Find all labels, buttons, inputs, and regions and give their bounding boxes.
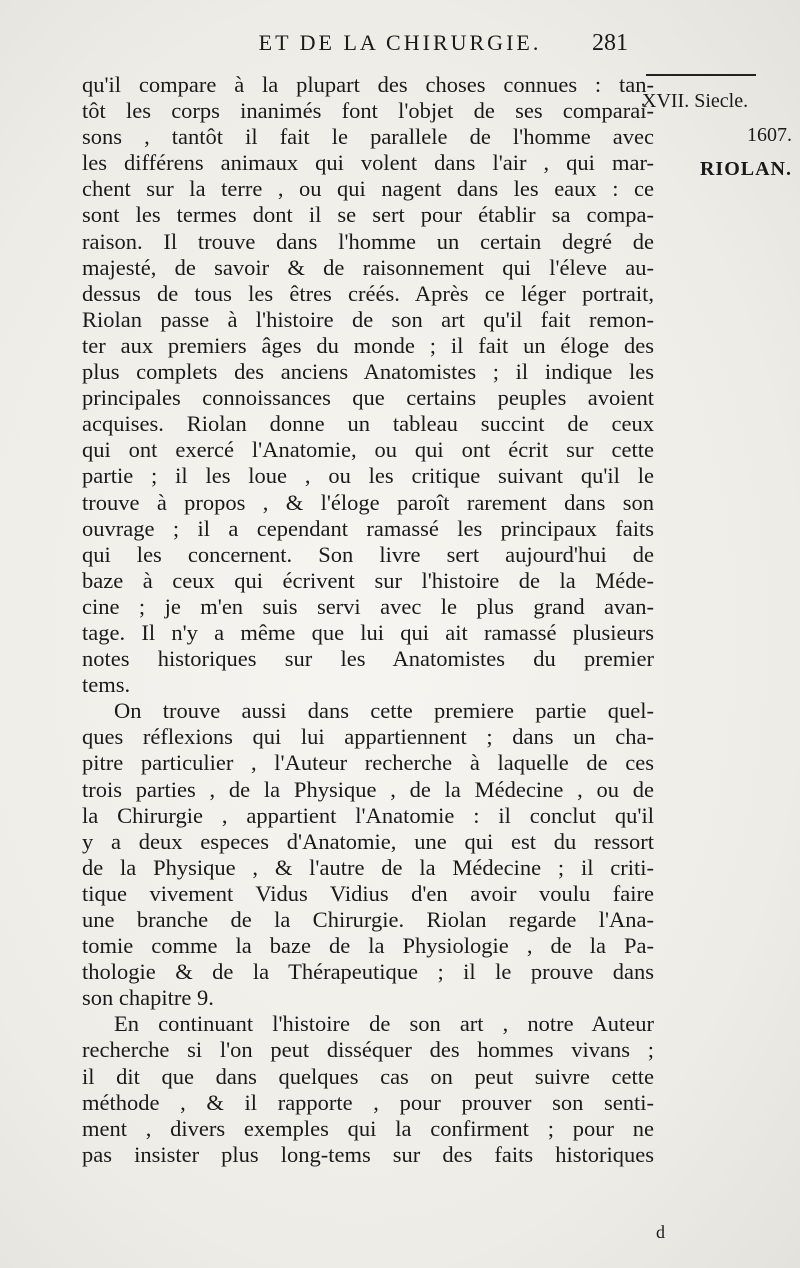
running-head: ET DE LA CHIRURGIE. bbox=[258, 30, 542, 55]
paragraph-1 bbox=[82, 72, 654, 698]
paragraph-2 bbox=[82, 698, 654, 1011]
page-number: 281 bbox=[592, 30, 628, 56]
text-line: y a deux especes d'Anatomie, une qui est du ressort bbox=[82, 828, 654, 854]
text-line: qu'il compare à la plupart des choses connues : tan- bbox=[82, 72, 654, 97]
text-line: trois parties , de la Physique , de la Médecine , ou de bbox=[82, 776, 654, 802]
text-line: sons , tantôt il fait le parallele de l'homme avec bbox=[82, 124, 654, 150]
text-line: thologie & de la Thérapeutique ; il le prouve dans bbox=[82, 959, 654, 985]
text-line: recherche si l'on peut disséquer des hommes vivans ; bbox=[82, 1037, 654, 1063]
text-line: tôt les corps inanimés font l'objet de ses comparai- bbox=[82, 98, 654, 124]
text-line: ouvrage ; il a cependant ramassé les principaux faits bbox=[82, 515, 654, 541]
text-line: tique vivement Vidus Vidius d'en avoir voulu faire bbox=[82, 880, 654, 906]
text-line: partie ; il les loue , ou les critique suivant qu'il le bbox=[82, 463, 654, 489]
text-line: raison. Il trouve dans l'homme un certain degré de bbox=[82, 228, 654, 254]
text-line: tage. Il n'y a même que lui qui ait ramassé plusieurs bbox=[82, 619, 654, 645]
text-line: plus complets des anciens Anatomistes ; il indique les bbox=[82, 359, 654, 385]
text-line: son chapitre 9. bbox=[82, 985, 214, 1011]
text-line: les différens animaux qui volent dans l'air , qui mar- bbox=[82, 150, 654, 176]
text-line: ques réflexions qui lui appartiennent ; dans un cha- bbox=[82, 724, 654, 750]
text-line: qui les concernent. Son livre sert aujourd'hui de bbox=[82, 541, 654, 567]
text-line: tomie comme la baze de la Physiologie , de la Pa- bbox=[82, 933, 654, 959]
text-line: En continuant l'histoire de son art , notre Auteur bbox=[114, 1011, 654, 1037]
signature-mark: d bbox=[656, 1222, 665, 1242]
text-line: trouve à propos , & l'éloge paroît rarement dans son bbox=[82, 489, 654, 515]
text-line: principales connoissances que certains peuples avoient bbox=[82, 385, 654, 411]
text-line: baze à ceux qui écrivent sur l'histoire de la Méde- bbox=[82, 567, 654, 593]
text-line: il dit que dans quelques cas on peut suivre cette bbox=[82, 1063, 654, 1089]
text-line: une branche de la Chirurgie. Riolan regarde l'Ana- bbox=[82, 907, 654, 932]
margin-century: XVII. Siecle. bbox=[642, 90, 749, 112]
text-line: majesté, de savoir & de raisonnement qui l'éleve au- bbox=[82, 254, 654, 280]
text-line: ter aux premiers âges du monde ; il fait un éloge des bbox=[82, 332, 654, 358]
text-line: ment , divers exemples qui la confirment ; pour ne bbox=[82, 1115, 654, 1141]
margin-name: RIOLAN. bbox=[699, 158, 792, 180]
text-line: pas insister plus long-tems sur des faits historiques bbox=[82, 1141, 654, 1167]
text-line: tems. bbox=[82, 672, 131, 698]
body-text bbox=[82, 72, 654, 1168]
text-line: Riolan passe à l'histoire de son art qu'il fait remon- bbox=[82, 306, 654, 332]
text-line: méthode , & il rapporte , pour prouver son senti- bbox=[82, 1089, 654, 1115]
text-line: notes historiques sur les Anatomistes du premier bbox=[82, 646, 654, 672]
text-line: de la Physique , & l'autre de la Médecine ; il criti- bbox=[82, 854, 654, 880]
margin-notes bbox=[640, 84, 800, 186]
paragraph-3 bbox=[82, 1011, 654, 1168]
text-line: sont les termes dont il se sert pour établir sa compa- bbox=[82, 202, 654, 228]
text-line: la Chirurgie , appartient l'Anatomie : il conclut qu'il bbox=[82, 802, 654, 828]
text-line: pitre particulier , l'Auteur recherche à laquelle de ces bbox=[82, 750, 654, 776]
text-line: On trouve aussi dans cette premiere partie quel- bbox=[114, 698, 654, 724]
text-line: chent sur la terre , ou qui nagent dans les eaux : ce bbox=[82, 176, 654, 202]
text-line: dessus de tous les êtres créés. Après ce léger portrait, bbox=[82, 280, 654, 306]
text-line: cine ; je m'en suis servi avec le plus grand avan- bbox=[82, 593, 654, 619]
text-line: acquises. Riolan donne un tableau succint de ceux bbox=[82, 411, 654, 437]
margin-year: 1607. bbox=[747, 124, 792, 146]
margin-rule bbox=[646, 74, 756, 76]
text-line: qui ont exercé l'Anatomie, ou qui ont écrit sur cette bbox=[82, 437, 654, 463]
